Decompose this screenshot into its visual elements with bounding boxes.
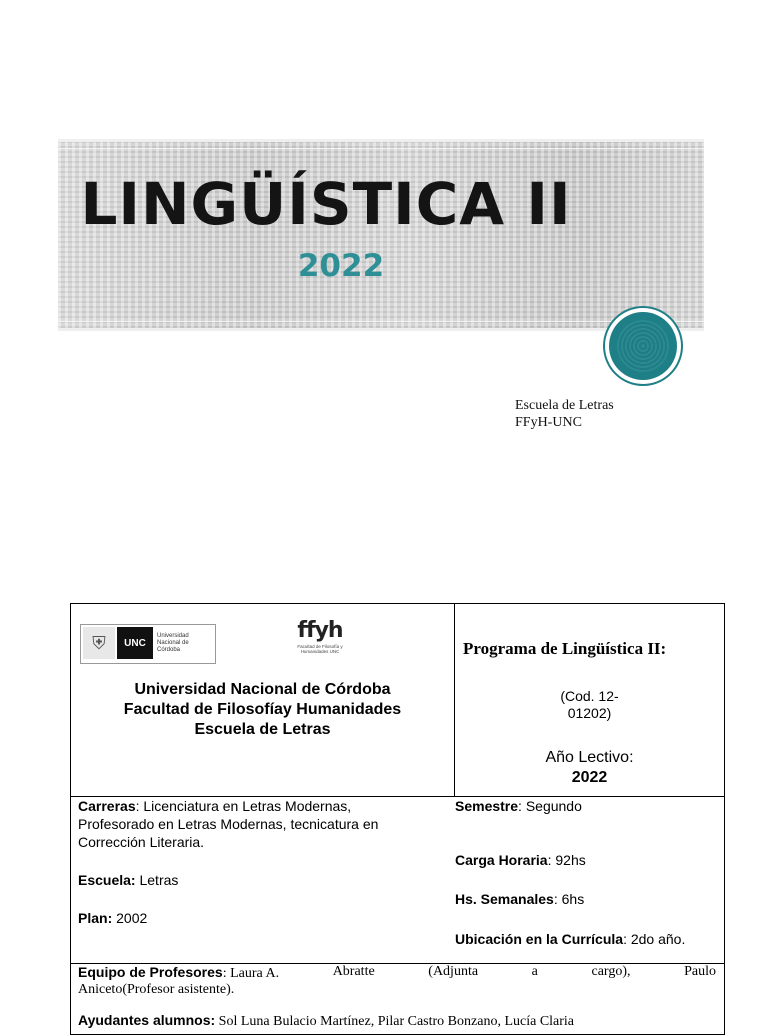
carga-horaria-value: : 92hs — [547, 852, 586, 868]
institution-name: Universidad Nacional de Córdoba Facultad de Filosofíay Humanidades Escuela de Letras — [123, 681, 402, 738]
plan-value: 2002 — [112, 910, 148, 926]
semestre-field — [455, 797, 582, 815]
program-code-line-2: 01202) — [567, 705, 612, 721]
unc-badge: UNC — [117, 627, 153, 659]
carga-horaria-label: Carga Horaria — [455, 852, 548, 868]
program-cell — [455, 604, 725, 797]
escuela-value: Letras — [135, 872, 179, 888]
semestre-value: : Segundo — [518, 798, 582, 814]
ayudantes-line — [78, 1012, 716, 1030]
profesores-label: Equipo de Profesores — [78, 964, 223, 980]
course-title: LINGÜÍSTICA II — [80, 170, 572, 238]
team-block — [78, 964, 716, 1030]
horas-semanales-label: Hs. Semanales — [455, 891, 554, 907]
banner-rule-bottom — [58, 321, 704, 322]
profesores-part-5: cargo), — [591, 964, 631, 979]
program-code-line-1: (Cod. 12- — [560, 688, 619, 704]
unc-logo — [80, 624, 216, 664]
horas-semanales-field — [455, 890, 584, 908]
title-banner — [58, 139, 704, 331]
carreras-value: : Licenciatura en Letras Modernas, Profesorado en Letras Modernas, tecnicatura en Corrección Literaria. — [78, 798, 379, 850]
ubicacion-label: Ubicación en la Currícula — [455, 931, 624, 947]
ffyh-logo-mark: ffyh — [297, 618, 343, 643]
ayudantes-value: Sol Luna Bulacio Martínez, Pilar Castro Bonzano, Lucía Claria — [215, 1014, 575, 1029]
school-line-2: FFyH-UNC — [515, 415, 582, 430]
profesores-part-3: (Adjunta — [428, 964, 479, 979]
profesores-part-2: Abratte — [332, 964, 375, 979]
ffyh-logo-subtitle: Facultad de Filosofía y Humanidades UNC — [297, 644, 343, 654]
carga-horaria-field — [455, 851, 586, 869]
program-code — [455, 688, 724, 722]
carreras-label: Carreras — [78, 798, 136, 814]
decorative-circle-icon — [609, 312, 677, 380]
school-line-1: Escuela de Letras — [515, 398, 614, 413]
plan-field — [78, 909, 147, 927]
unc-logo-text: Universidad Nacional de Córdoba — [157, 633, 189, 653]
profesores-part-1: : Laura A. — [222, 966, 280, 981]
escuela-field — [78, 871, 178, 889]
ubicacion-value: : 2do año. — [623, 931, 686, 947]
banner-rule-top — [58, 148, 704, 149]
program-table — [70, 603, 725, 1035]
ayudantes-label: Ayudantes alumnos: — [78, 1012, 216, 1028]
academic-year-label: Año Lectivo: — [545, 749, 634, 766]
ubicacion-field — [455, 930, 685, 948]
unc-shield-icon: ⛨ — [83, 627, 115, 659]
profesores-line-2: Aniceto(Profesor asistente). — [78, 982, 235, 997]
academic-year-value: 2022 — [571, 769, 608, 786]
logos-row — [71, 604, 454, 674]
plan-label: Plan: — [78, 910, 113, 926]
decorative-circle-inner — [617, 320, 669, 372]
course-year: 2022 — [297, 248, 385, 284]
program-title: Programa de Lingüística II: — [463, 639, 667, 658]
profesores-part-6: Paulo — [684, 964, 716, 979]
school-label — [515, 397, 614, 431]
carreras-field — [78, 797, 418, 851]
details-cell — [71, 797, 725, 964]
horas-semanales-value: : 6hs — [553, 891, 585, 907]
escuela-label: Escuela: — [78, 872, 136, 888]
ffyh-logo — [290, 618, 350, 654]
semestre-label: Semestre — [455, 798, 519, 814]
profesores-line-1 — [78, 964, 716, 982]
institution-cell — [71, 604, 455, 797]
profesores-part-4: a — [531, 964, 538, 979]
